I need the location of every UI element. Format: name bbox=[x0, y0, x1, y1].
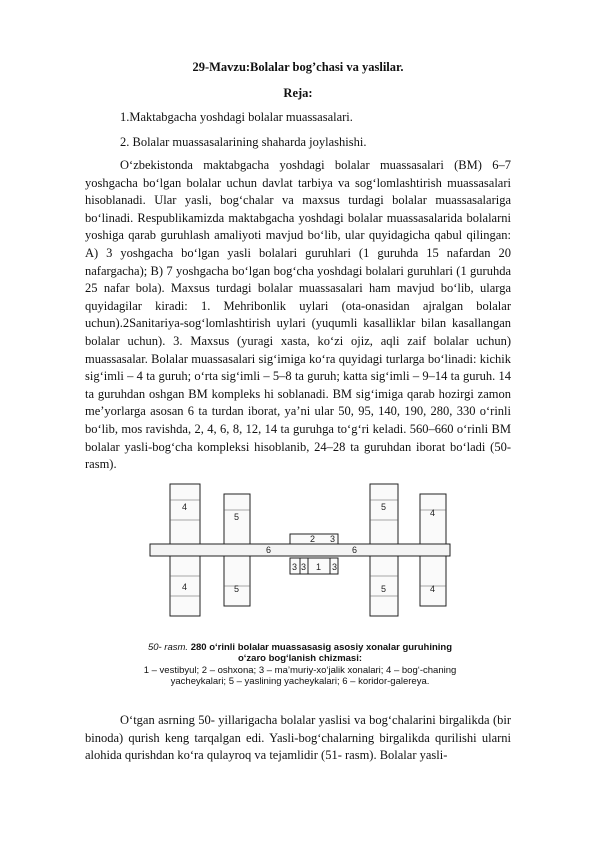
label-1: 1 bbox=[316, 562, 322, 572]
plan-item-2: 2. Bolalar muassasalarining shaharda joylashishi. bbox=[120, 135, 367, 149]
corridor-galereya bbox=[150, 544, 450, 556]
vestibule-block bbox=[290, 558, 338, 574]
label-5-bottom-left: 5 bbox=[234, 584, 240, 594]
figure-title: 280 o‘rinli bolalar muassasasig asosiy xonalar guruhining o‘zaro bog‘lanish chizmasi: bbox=[190, 642, 453, 664]
page-title: 29-Mavzu:Bolalar bog’chasi va yaslilar. bbox=[192, 60, 404, 74]
kindergarten-cell-bottom-right bbox=[420, 556, 446, 606]
label-6-left: 6 bbox=[266, 545, 272, 555]
label-4-bottom-left: 4 bbox=[182, 582, 188, 592]
label-3-right: 3 bbox=[332, 562, 338, 572]
figure-caption-legend: 1 – vestibyul; 2 – oshxona; 3 – ma’muriy-xo‘jalik xonalari; 4 – bog‘-chaning yacheykalari; 5 – yaslining yacheykalari; 6 – koridor-galereya. bbox=[143, 665, 457, 687]
plan-heading: Reja: bbox=[283, 86, 313, 100]
body-paragraph-2: O‘tgan asrning 50- yillarigacha bolalar yaslisi va bog‘chalarini birgalikda (bir binoda) qurish keng tarqalgan edi. Yasli-bog‘chalarning birgalikda qurilishi ularni alohida qurishdan ko‘ra qulayroq va tejamlidir (51- rasm). Bolalar yasli- bbox=[85, 713, 511, 763]
label-2: 2 bbox=[310, 534, 316, 544]
label-3-left-b: 3 bbox=[301, 562, 307, 572]
floor-plan-diagram bbox=[140, 480, 460, 640]
label-5-top-right: 5 bbox=[381, 502, 387, 512]
label-3-left-a: 3 bbox=[292, 562, 298, 572]
label-4-top-right: 4 bbox=[430, 508, 436, 518]
body-paragraph-1: O‘zbekistonda maktabgacha yoshdagi bolalar muassasalari (BM) 6–7 yoshgacha bo‘lgan bolalar uchun davlat tarbiya va sog‘lomlashtirish muassasalari hisoblanadi. Ular yasli, bog‘chalar va maxsus turdagi bolalar muassasalariga bo‘linadi. Respublikamizda maktabgacha yoshdagi bolalar muassasalarida bolalarni yoshiga qarab guruhlash amaliyoti mavjud bo‘lib, ular quyidagicha qabul qilingan: A) 3 yoshgacha bo‘lgan yasli bolalari guruhlari (1 guruhda 15 nafardan 20 nafargacha); B) 7 yoshgacha bo‘lgan bog‘cha yoshdagi bolalari guruhlari (1 guruhda 25 nafar bola). Maxsus turdagi bolalar muassasalari ham mavjud bo‘lib, ularga quyidagilar kiradi: 1. Mehribonlik uylari (ota-onasidan ajralgan bolalar uchun).2Sanitariya-sog‘lomlashtirish uylari (yuqumli kasalliklar bilan kasallangan bolalar uchun). 3. Maxsus (yuragi xasta, ko‘zi ojiz, aqli zaif bolalar uchun) muassasalar. Bolalar muassasalari sig‘imiga ko‘ra quyidagi turlarga bo‘linadi: kichik sig‘imli – 4 ta guruh; o‘rta sig‘imli – 5–8 ta guruh; katta sig‘imli – 9–14 ta guruh. 14 ta guruhdan oshgan BM kompleks hi soblanadi. BM sig‘imiga qarab hozirgi zamon me’yorlarga asosan 6 ta turdan iborat, ya’ni ular 50, 95, 140, 190, 280, 330 o‘rinli bo‘lib, mos ravishda, 2, 4, 6, 8, 12, 14 ta guruhga to‘g‘ri keladi. 560–660 o‘rinli BM bolalar yasli-bog‘cha kompleksi hisoblanib, 24–28 ta guruhdan iborat bo‘ladi (50- rasm). bbox=[85, 158, 511, 472]
label-3-top: 3 bbox=[330, 534, 336, 544]
label-5-top-left: 5 bbox=[234, 512, 240, 522]
plan-item-1: 1.Maktabgacha yoshdagi bolalar muassasalari. bbox=[120, 110, 353, 124]
figure-caption-title bbox=[140, 642, 460, 664]
label-4-top-left: 4 bbox=[182, 502, 188, 512]
label-4-bottom-right: 4 bbox=[430, 584, 436, 594]
label-6-right: 6 bbox=[352, 545, 358, 555]
figure-number: 50- rasm. bbox=[147, 642, 189, 653]
nursery-cell-bottom-left bbox=[224, 556, 250, 606]
kindergarten-cell-top-left bbox=[170, 484, 200, 544]
kindergarten-cell-top-right bbox=[420, 494, 446, 544]
label-5-bottom-right: 5 bbox=[381, 584, 387, 594]
nursery-cell-top-right bbox=[370, 484, 398, 544]
